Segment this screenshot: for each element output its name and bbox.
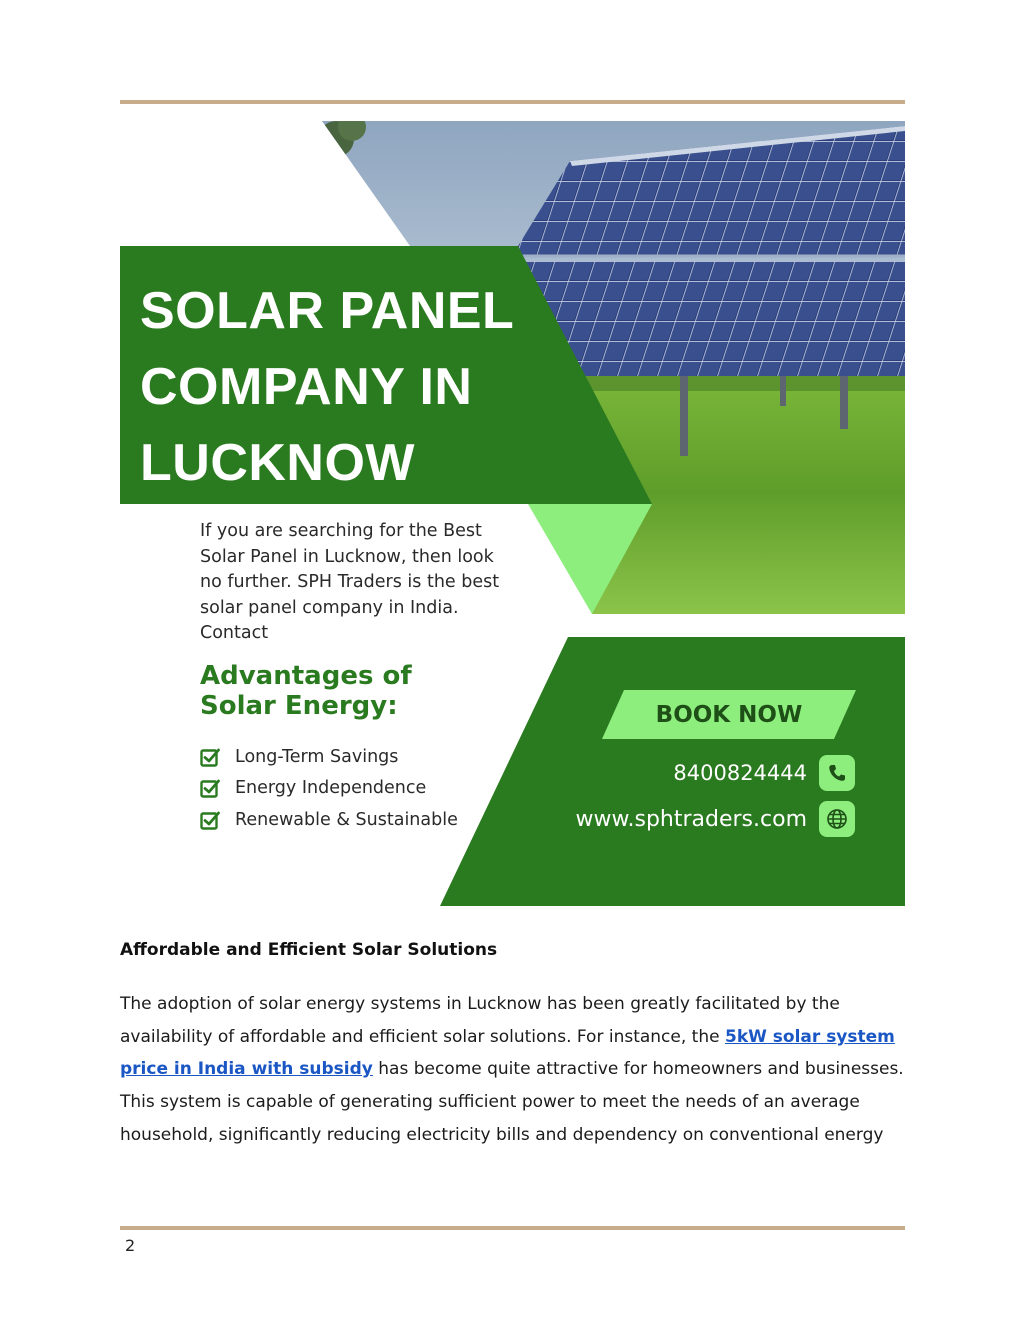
flyer-title	[140, 273, 540, 501]
website-url: www.sphtraders.com	[575, 806, 807, 832]
book-now-button[interactable]	[602, 690, 856, 739]
advantage-item	[200, 773, 458, 805]
advantage-label: Energy Independence	[235, 778, 427, 799]
check-icon	[200, 778, 220, 798]
book-now-label: BOOK NOW	[655, 701, 803, 728]
advantage-item	[200, 741, 458, 773]
check-icon	[200, 810, 220, 830]
bottom-divider	[120, 1226, 905, 1230]
body-paragraph	[120, 988, 905, 1152]
section-heading: Affordable and Efficient Solar Solutions	[120, 940, 498, 960]
phone-contact[interactable]	[673, 755, 855, 791]
advantage-item	[200, 804, 458, 836]
paragraph-text-start: The adoption of solar energy systems in Lucknow has been greatly facilitated by the availability of affordable and efficient solar solutions. For instance, the	[120, 994, 840, 1047]
solar-flyer-image	[120, 121, 905, 906]
check-icon	[200, 747, 220, 767]
phone-number: 8400824444	[673, 761, 807, 785]
phone-icon	[819, 755, 855, 791]
globe-icon	[819, 801, 855, 837]
advantage-label: Renewable & Sustainable	[235, 809, 458, 830]
title-line-2: COMPANY IN	[140, 358, 473, 416]
advantage-label: Long-Term Savings	[235, 746, 399, 767]
page-number: 2	[125, 1236, 136, 1255]
top-divider	[120, 100, 905, 104]
flyer-intro-text: If you are searching for the Best Solar Panel in Lucknow, then look no further. SPH Traders is the best solar panel company in India. Contact	[200, 521, 500, 643]
title-line-3: LUCKNOW	[140, 434, 416, 492]
advantages-heading: Advantages of Solar Energy:	[200, 661, 412, 721]
title-line-1: SOLAR PANEL	[140, 282, 515, 340]
advantages-list	[200, 741, 458, 836]
paragraph-text-end: has become quite attractive for homeowners and businesses. This system is capable of generating sufficient power to meet the needs of an average household, significantly reducing electricity bills and dependency on conventional energy	[120, 1059, 904, 1145]
website-contact[interactable]	[576, 801, 855, 837]
subsidy-price-link[interactable]: 5kW solar system price in India with subsidy	[120, 1026, 895, 1080]
